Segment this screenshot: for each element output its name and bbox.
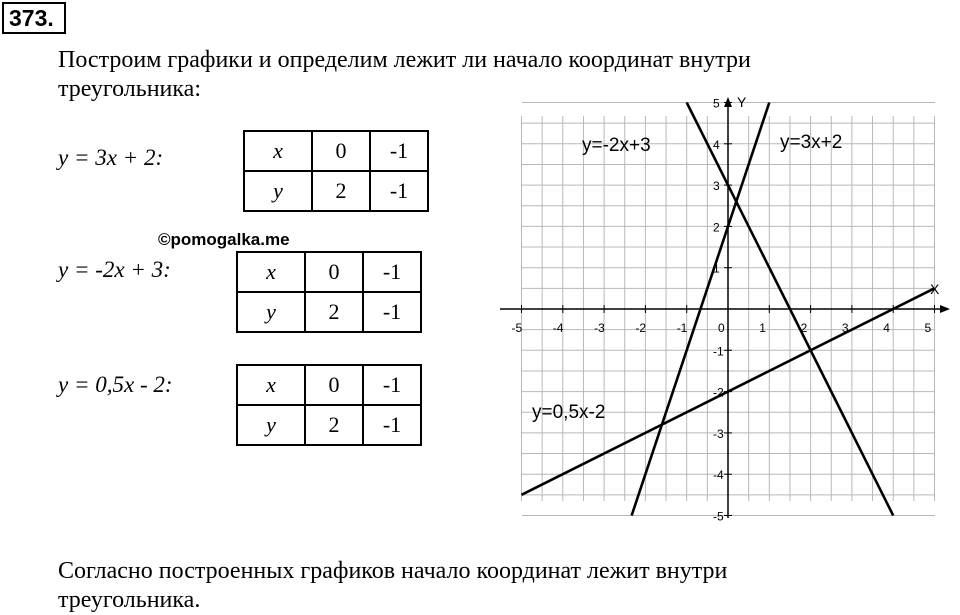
y-axis-label: Y — [737, 94, 747, 110]
x-tick-label: -5 — [511, 321, 523, 335]
table-cell: 2 — [305, 405, 363, 445]
y-tick-label: -3 — [713, 426, 724, 441]
conclusion-text: Согласно построенных графиков начало координат лежит внутри треугольника. — [58, 558, 728, 613]
table-y-header: y — [237, 292, 305, 332]
table-y-header: y — [244, 171, 312, 211]
x-axis-arrow — [940, 305, 950, 313]
x-tick-label: 3 — [841, 321, 849, 335]
x-tick-label: -4 — [552, 321, 564, 335]
table-cell: 0 — [312, 131, 370, 171]
table-cell: 0 — [305, 365, 363, 405]
table-cell: 2 — [305, 292, 363, 332]
y-tick-label: -5 — [713, 509, 724, 524]
x-tick-label: 1 — [759, 321, 766, 335]
equation-label-3: y = 0,5x - 2: — [58, 372, 173, 397]
function-line-label: y=-2x+3 — [582, 135, 651, 156]
table-cell: -1 — [363, 292, 421, 332]
table-cell: 0 — [305, 252, 363, 292]
table-x-header: x — [237, 252, 305, 292]
table-cell: -1 — [363, 365, 421, 405]
y-tick-label: 1 — [713, 261, 720, 276]
x-tick-label: -1 — [676, 321, 688, 335]
table-cell: -1 — [363, 252, 421, 292]
function-line-label: y=3x+2 — [780, 132, 843, 153]
x-tick-label: 5 — [924, 321, 932, 335]
y-tick-label: 2 — [713, 220, 720, 235]
y-tick-label: -2 — [713, 385, 724, 400]
y-tick-label: 3 — [713, 179, 720, 194]
x-tick-label: 0 — [718, 321, 725, 335]
table-cell: -1 — [363, 405, 421, 445]
x-tick-label: -3 — [594, 321, 605, 335]
x-tick-label: 4 — [883, 321, 890, 335]
table-cell: -1 — [370, 131, 428, 171]
x-tick-label: 2 — [800, 321, 808, 335]
x-axis-label: X — [930, 281, 940, 297]
y-tick-label: -1 — [713, 344, 724, 359]
problem-number: 373. — [2, 2, 66, 34]
equation-label-1: y = 3x + 2: — [58, 145, 164, 170]
y-tick-label: -4 — [713, 468, 724, 483]
intro-text: Построим графики и определим лежит ли начало координат внутри треугольника: — [58, 47, 751, 102]
table-cell: -1 — [370, 171, 428, 211]
function-line-label: y=0,5x-2 — [532, 402, 606, 423]
equation-label-2: y = -2x + 3: — [58, 257, 171, 282]
table-y-header: y — [237, 405, 305, 445]
table-x-header: x — [237, 365, 305, 405]
watermark: ©pomogalka.me — [158, 230, 290, 249]
table-x-header: x — [244, 131, 312, 171]
table-cell: 2 — [312, 171, 370, 211]
axes — [500, 97, 950, 518]
y-tick-label: 4 — [713, 137, 720, 152]
x-tick-label: -2 — [635, 321, 647, 335]
y-tick-label: 5 — [713, 96, 720, 111]
